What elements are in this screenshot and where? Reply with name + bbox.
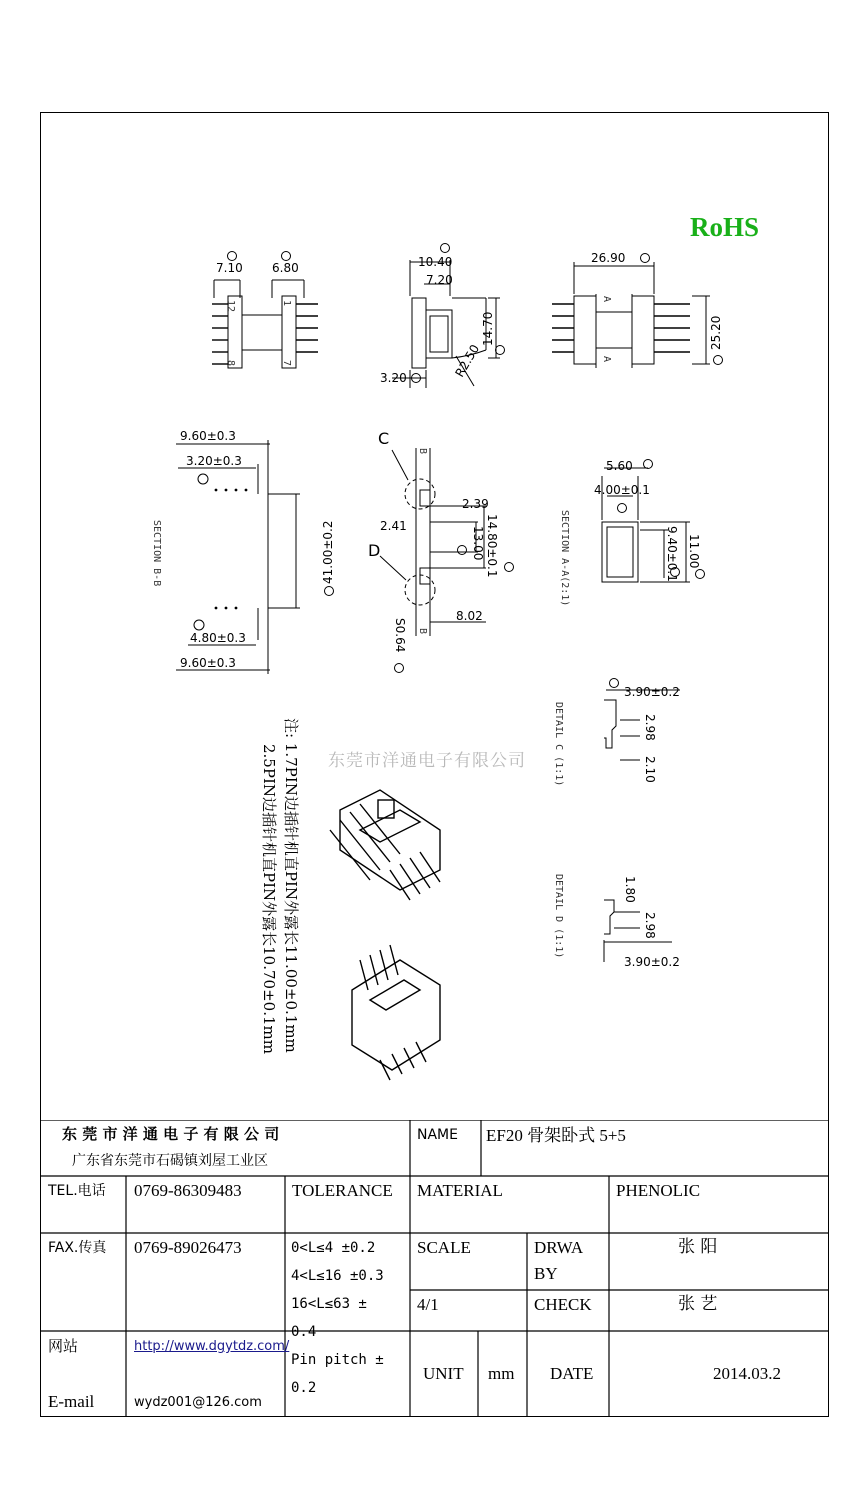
dim-3-90-d: 3.90±0.2 [624,955,680,969]
dim-4-80: 4.80±0.3 [190,631,246,645]
dim-25-20: 25.20 [709,315,723,350]
tolerance-line-4: 0.4 [291,1324,317,1340]
isometric-view-2 [352,945,440,1080]
fax-value: 0769-89026473 [134,1238,242,1257]
mark-b-top: B [417,448,428,455]
dim-3-20: 3.20 [380,371,407,385]
fax-label: FAX.传真 [48,1240,107,1256]
dim-7-20: 7.20 [426,273,453,287]
pin-label-12: 12 [225,300,236,313]
dim-2-98-d: 2.98 [643,912,657,939]
email-value[interactable]: wydz001@126.com [134,1395,262,1410]
tel-value: 0769-86309483 [134,1181,242,1200]
dim-2-10: 2.10 [643,756,657,783]
pin-label-8: 8 [225,360,236,367]
dim-4-00: 4.00±0.1 [594,483,650,497]
date-value: 2014.03.2 [713,1364,781,1383]
callout-d: D [368,541,381,560]
dim-2-98-c: 2.98 [643,714,657,741]
dim-3-90-c: 3.90±0.2 [624,685,680,699]
check-value: 张 艺 [678,1294,718,1314]
rohs-mark: RoHS [690,212,760,242]
dim-14-70: 14.70 [481,311,495,346]
dim-26-90: 26.90 [591,251,626,265]
dim-9-40: 9.40±0.1 [665,526,679,582]
label-section-bb: SECTION B-B [151,520,162,587]
website-label: 网站 [48,1337,79,1355]
material-label: MATERIAL [417,1181,503,1200]
dim-6-80: 6.80 [272,261,299,275]
dim-13-00: 13.00 [471,526,485,561]
isometric-view-1 [330,790,440,900]
dim-10-40: 10.40 [418,255,453,269]
drawn-by-label-line2: BY [534,1264,558,1283]
detail-d-view [604,900,672,962]
dim-8-02: 8.02 [456,609,483,623]
dim-41-00: 41.00±0.2 [321,520,335,584]
section-bb-pin-dots [215,489,248,610]
pin-label-1: 1 [281,300,292,307]
dim-1-80: 1.80 [623,876,637,903]
scale-value: 4/1 [417,1295,439,1314]
dim-9-60-bottom: 9.60±0.3 [180,656,236,670]
date-label: DATE [550,1364,594,1383]
drawn-by-value: 张 阳 [678,1237,718,1257]
label-section-aa: SECTION A-A(2:1) [559,510,570,607]
dim-14-80: 14.80±0.1 [485,514,499,578]
top-view [552,254,723,369]
mark-a-top: A [601,296,612,303]
tolerance-line-2: 4<L≤16 ±0.3 [291,1268,384,1284]
pin-label-7: 7 [281,360,292,367]
drawn-by-label-line1: DRWA [534,1238,584,1257]
dim-s0-64: S0.64 [393,618,407,653]
dim-5-60: 5.60 [606,459,633,473]
name-label: NAME [417,1127,458,1143]
dim-2-41: 2.41 [380,519,407,533]
unit-label: UNIT [423,1364,464,1383]
tolerance-label: TOLERANCE [292,1181,393,1200]
mark-a-bottom: A [601,356,612,363]
tolerance-line-1: 0<L≤4 ±0.2 [291,1240,376,1256]
tolerance-line-5: Pin pitch ± [291,1352,384,1368]
tolerance-line-3: 16<L≤63 ± [291,1296,367,1312]
dim-9-60-top: 9.60±0.3 [180,429,236,443]
dim-11-00: 11.00 [687,534,701,569]
company-name: 东 莞 市 洋 通 电 子 有 限 公 司 [62,1125,280,1143]
label-detail-d: DETAIL D (1:1) [553,874,564,959]
note-line-1: 注: 1.7PIN边插针机直PIN外露长11.00±0.1mm [282,718,300,1053]
dim-3-20-tol: 3.20±0.3 [186,454,242,468]
material-value: PHENOLIC [616,1181,701,1200]
company-address: 广东省东莞市石碣镇刘屋工业区 [72,1153,268,1169]
website-link[interactable]: http://www.dgytdz.com/ [134,1339,290,1354]
mark-b-bottom: B [417,628,428,635]
scale-label: SCALE [417,1238,471,1257]
email-label: E-mail [48,1392,95,1411]
check-label: CHECK [534,1295,592,1314]
watermark-text: 东莞市洋通电子有限公司 [328,751,526,771]
dim-7-10: 7.10 [216,261,243,275]
tel-label: TEL.电话 [48,1183,106,1199]
dim-r2-50: R2.50 [452,342,483,380]
callout-c: C [378,429,390,448]
unit-value: mm [488,1364,515,1383]
dim-2-39: 2.39 [462,497,489,511]
tolerance-line-6: 0.2 [291,1380,317,1396]
name-value: EF20 骨架卧式 5+5 [486,1126,626,1145]
note-line-2: 2.5PIN边插针机直PIN外露长10.70±0.1mm [260,744,278,1054]
label-detail-c: DETAIL C (1:1) [553,702,564,787]
